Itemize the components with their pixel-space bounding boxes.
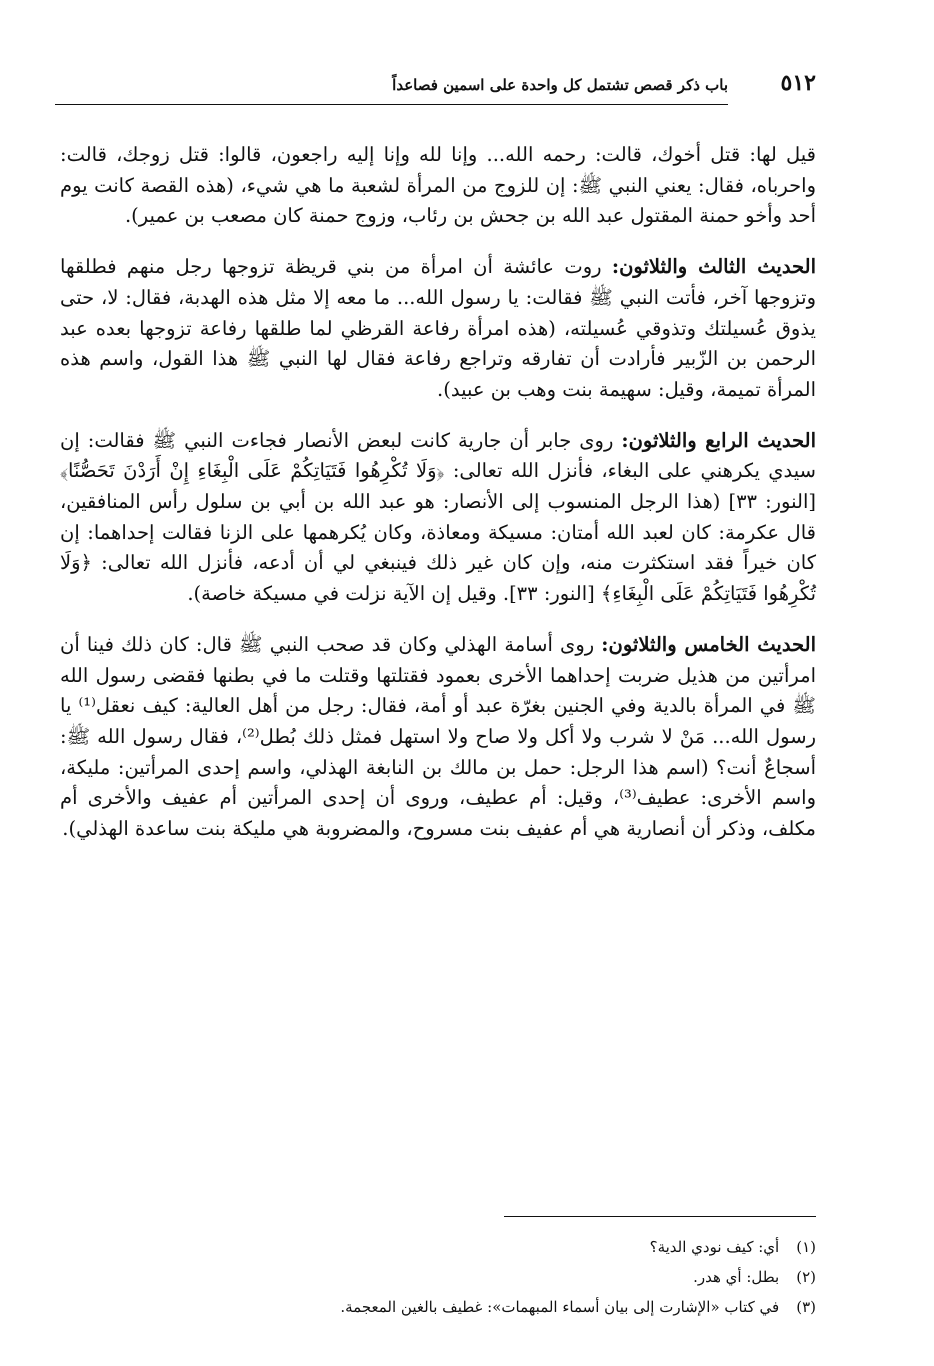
paragraph-text: روت عائشة أن امرأة من بني قريظة تزوجها رجل منهم فطلقها وتزوجها آخر، فأتت النبي ﷺ فقالت: يا رسول الله... ما معه إلا مثل هذه الهدبة، فقال: لا، حتى يذوق عُسيلتك وتذوقي عُسيلته، (هذه امرأة رفاعة القرظي لما طلقها رفاعة تزوجها بعده عبد الرحمن بن الزّبير فأرادت أن تفارقه وتراجع رفاعة فقال لها النبي ﷺ هذا القول، واسم هذه المرأة تميمة، وقيل: سهيمة بنت وهب بن عبيد). — [60, 255, 816, 401]
paragraph-hadith-34 — [60, 426, 816, 610]
footnote-item — [60, 1262, 816, 1292]
footnotes — [60, 1232, 816, 1322]
paragraph-text: قيل لها: قتل أخوك، قالت: رحمه الله... وإنا لله وإنا إليه راجعون، قالوا: قتل زوجك، قالت: واحرباه، فقال: يعني النبي ﷺ: إن للزوج من المرأة لشعبة ما هي شيء، (هذه القصة كانت يوم أحد وأخو حمنة المقتول عبد الله بن جحش بن رئاب، وزوج حمنة كان مصعب بن عمير). — [60, 143, 816, 228]
paragraph-text: روى أسامة الهذلي وكان قد صحب النبي ﷺ قال: كان ذلك فينا أن امرأتين من هذيل ضربت إحداهما الأخرى بعمود فقتلتها وقتلت ما في بطنها فقضى رسول الله ﷺ في المرأة بالدية وفي الجنين بغرّة عبد أو أمة، فقال: رجل من أهل العالية: كيف نعقل⁽¹⁾ يا رسول الله... مَنْ لا شرب ولا أكل ولا صاح ولا استهل فمثل ذلك بُطل⁽²⁾، فقال رسول الله ﷺ: أسجاعٌ أنت؟ (اسم هذا الرجل: حمل بن مالك بن النابغة الهذلي، واسم إحدى المرأتين: مليكة، واسم الأخرى: عطيف⁽³⁾، وقيل: أم عطيف، وروى أن إحدى المرأتين أم عفيف والأخرى أم مكلف، وذكر أن أنصارية هي أم عفيف بنت مسروح، والمضروبة هي مليكة بنت ساعدة الهذلي). — [60, 632, 816, 841]
main-text — [60, 140, 816, 865]
paragraph-continuation — [60, 140, 816, 232]
running-title: باب ذكر قصص تشتمل كل واحدة على اسمين فصاعداً — [392, 76, 728, 94]
footnote-text: بطل: أي هدر. — [693, 1268, 780, 1286]
page-number: ٥١٢ — [780, 70, 816, 96]
paragraph-text: روى جابر أن جارية كانت لبعض الأنصار فجاءت النبي ﷺ فقالت: إن سيدي يكرهني على البغاء، فأنزل الله تعالى: ﴿وَلَا تُكْرِهُوا فَتَيَاتِكُمْ عَلَى الْبِغَاءِ إِنْ أَرَدْنَ تَحَصُّنًا﴾ [النور: ٣٣] (هذا الرجل المنسوب إلى الأنصار: هو عبد الله بن أبي بن سلول رأس المنافقين، قال عكرمة: كان لعبد الله أمتان: مسيكة ومعاذة، وكان يُكرهمها على الزنا فقالت إحداهما: إن كان خيراً فقد استكثرت منه، وإن كان غير ذلك فينبغي لي أن أدعه، فأنزل الله تعالى: ﴿وَلَا تُكْرِهُوا فَتَيَاتِكُمْ عَلَى الْبِغَاءِ﴾ [النور: ٣٣]. وقيل إن الآية نزلت في مسيكة خاصة). — [60, 428, 816, 606]
footnote-number: (٣) — [796, 1298, 816, 1316]
header-rule — [55, 104, 728, 105]
footnote-item — [60, 1232, 816, 1262]
footnote-text: أي: كيف نودي الدية؟ — [649, 1238, 780, 1256]
paragraph-hadith-35 — [60, 630, 816, 845]
hadith-title: الحديث الرابع والثلاثون: — [621, 428, 816, 452]
footnote-separator — [504, 1216, 816, 1217]
page-header — [55, 70, 816, 110]
hadith-title: الحديث الخامس والثلاثون: — [601, 632, 817, 656]
hadith-title: الحديث الثالث والثلاثون: — [611, 255, 817, 279]
footnote-item — [60, 1292, 816, 1322]
paragraph-hadith-33 — [60, 252, 816, 406]
footnote-text: في كتاب «الإشارت إلى بيان أسماء المبهمات»: غطيف بالغين المعجمة. — [340, 1298, 780, 1316]
footnote-number: (١) — [796, 1238, 816, 1256]
footnote-number: (٢) — [796, 1268, 816, 1286]
